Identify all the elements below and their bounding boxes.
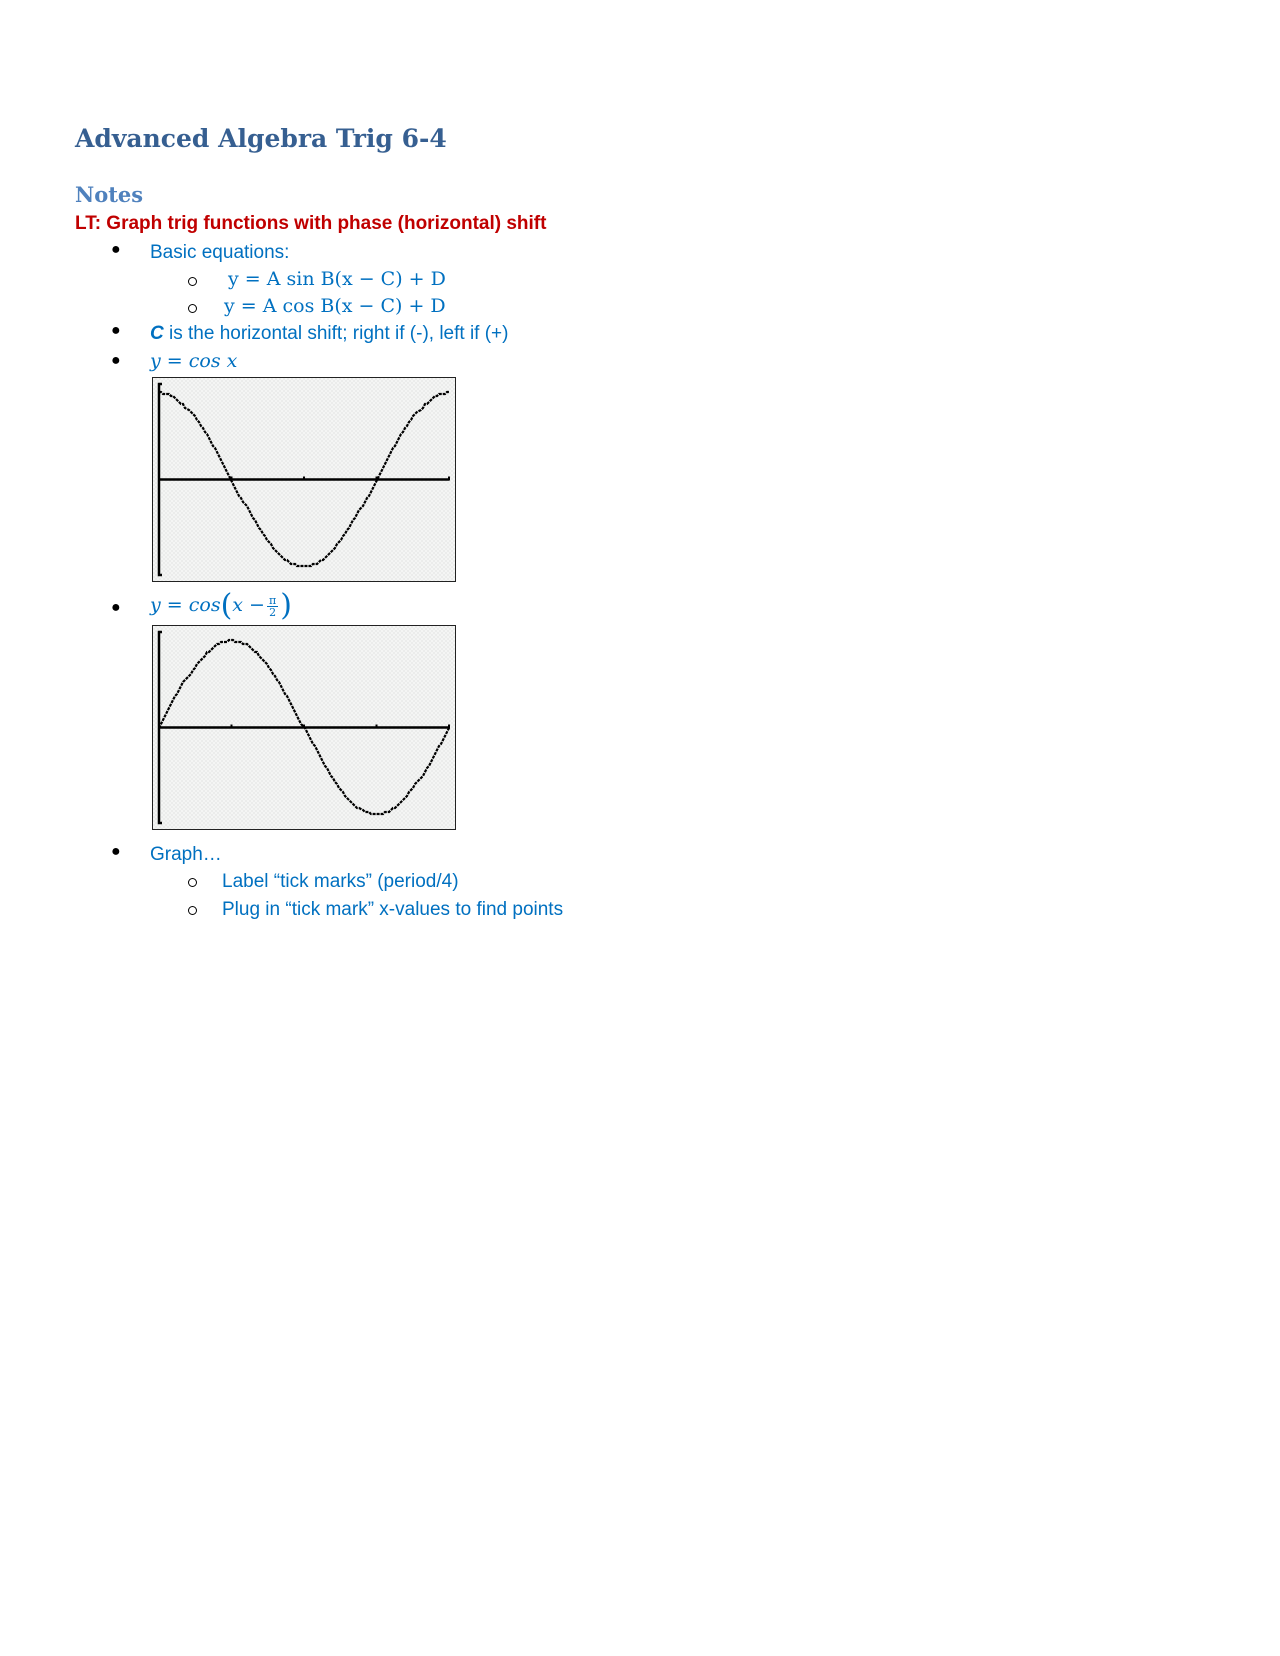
learning-target: LT: Graph trig functions with phase (horizontal) shift [75, 213, 547, 234]
graph2-x: x − [232, 594, 265, 616]
shifted-cosine-graph [152, 625, 456, 830]
horizontal-shift-note [150, 323, 508, 345]
c-variable: C [150, 323, 164, 344]
cosine-graph [152, 377, 456, 582]
right-paren: ) [280, 588, 292, 623]
sub-bullet-circle [188, 878, 197, 887]
bullet-dot: ● [111, 352, 121, 369]
pi-over-2-fraction [267, 595, 278, 618]
graph1-equation: y = cos x [150, 350, 238, 372]
fraction-numerator: π [268, 593, 277, 607]
left-paren: ( [220, 588, 233, 623]
plug-in-instruction: Plug in “tick mark” x-values to find points [222, 899, 564, 920]
page-title: Advanced Algebra Trig 6-4 [75, 124, 447, 153]
sub-bullet-circle [188, 906, 197, 915]
fraction-denominator: 2 [269, 605, 277, 619]
sub-bullet-circle [188, 277, 197, 286]
graph-label: Graph… [150, 844, 222, 865]
section-heading: Notes [75, 182, 144, 207]
equation-cosine: y = A cos B(x − C) + D [224, 295, 446, 317]
equation-sine: y = A sin B(x − C) + D [228, 268, 446, 290]
cosine-graph-svg [153, 378, 455, 581]
tick-marks-instruction: Label “tick marks” (period/4) [222, 871, 459, 892]
graph2-eq-prefix: y = cos [150, 594, 221, 616]
bullet-dot: ● [111, 843, 121, 860]
graph2-equation [150, 588, 292, 623]
sub-bullet-circle [188, 304, 197, 313]
bullet-dot: ● [111, 322, 121, 339]
bullet-dot: ● [111, 241, 121, 258]
bullet-dot: ● [111, 599, 121, 616]
shifted-cosine-graph-svg [153, 626, 455, 829]
horizontal-shift-text: is the horizontal shift; right if (-), left if (+) [163, 323, 509, 344]
basic-equations-label: Basic equations: [150, 242, 290, 263]
